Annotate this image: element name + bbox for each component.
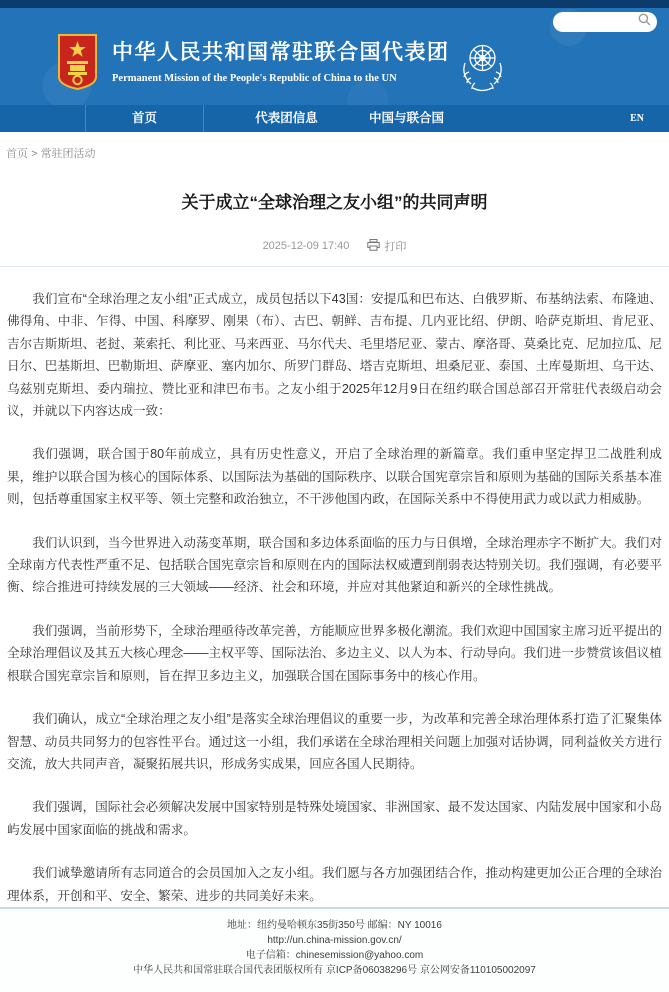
article-paragraph: 我们宣布“全球治理之友小组”正式成立，成员包括以下43国：安提瓜和巴布达、白俄罗斯、布基纳法索、布隆迪、佛得角、中非、乍得、中国、科摩罗、刚果（布）、古巴、朝鲜、吉布提、几内亚比绍、伊朗、哈萨克斯坦、肯尼亚、吉尔吉斯斯坦、老挝、莱索托、利比亚、马来西亚、马尔代夫、毛里塔尼亚、蒙古、摩洛哥、莫桑比克、尼加拉瓜、尼日尔、巴基斯坦、巴勒斯坦、萨摩亚、塞内加尔、所罗门群岛、塔吉克斯坦、坦桑尼亚、泰国、土库曼斯坦、乌干达、乌兹别克斯坦、委内瑞拉、赞比亚和津巴布韦。之友小组于2025年12月9日在纽约联合国总部召开常驻代表级启动会议，并就以下内容达成一致： [7,292,662,419]
site-header [0,8,669,105]
language-switch-en[interactable]: EN [630,113,644,124]
site-title-english: Permanent Mission of the People's Republic of China to the UN [112,73,397,84]
print-button[interactable] [367,238,406,254]
breadcrumb-home[interactable]: 首页 [6,148,28,160]
title-body-divider [0,266,669,267]
footer-copyright: 中华人民共和国常驻联合国代表团版权所有 京ICP备06038296号 京公网安备110105002097 [133,964,536,976]
search-input[interactable] [560,14,638,30]
footer-website-link[interactable]: http://un.china-mission.gov.cn/ [267,934,402,946]
site-footer [0,907,669,992]
search-icon[interactable] [638,13,651,31]
top-strip [0,0,669,8]
header-titles [112,36,450,84]
article-paragraph: 我们认识到，当今世界进入动荡变革期，联合国和多边体系面临的压力与日俱增，全球治理赤字不断扩大。我们对全球南方代表性严重不足、包括联合国宪章宗旨和原则在内的国际法权威遭到削弱表达特别关切。我们强调，有必要平衡、综合推进可持续发展的三大领域——经济、社会和环境，并应对其他紧迫和新兴的全球性挑战。 [7,535,662,595]
article-paragraph: 我们诚挚邀请所有志同道合的会员国加入之友小组。我们愿与各方加强团结合作，推动构建更加公正合理的全球治理体系，开创和平、安全、繁荣、进步的共同美好未来。 [7,866,662,903]
article-paragraph: 我们强调，当前形势下，全球治理亟待改革完善，方能顺应世界多极化潮流。我们欢迎中国国家主席习近平提出的全球治理倡议及其五大核心理念——主权平等、国际法治、多边主义、以人为本、行动导向。我们进一步赞赏该倡议植根联合国宪章宗旨和原则，旨在捍卫多边主义，加强联合国在国际事务中的核心作用。 [7,623,662,683]
article-paragraph: 我们强调，国际社会必须解决发展中国家特别是特殊处境国家、非洲国家、最不发达国家、内陆发展中国家和小岛屿发展中国家面临的挑战和需求。 [7,800,662,837]
nav-spacer [0,105,85,132]
article-paragraph: 我们强调，联合国于80年前成立，具有历史性意义，开启了全球治理的新篇章。我们重申坚定捍卫二战胜利成果，维护以联合国为核心的国际体系、以国际法为基础的国际秩序、以联合国宪章宗旨和原则为基础的国际关系基本准则，包括尊重国家主权平等、领土完整和政治独立，不干涉他国内政，在国际关系中不得使用武力或以武力相威胁。 [7,447,662,507]
united-nations-logo-icon [459,41,506,98]
article-paragraph: 我们确认，成立“全球治理之友小组”是落实全球治理倡议的重要一步，为改革和完善全球治理体系打造了汇聚集体智慧、动员共同努力的包容性平台。通过这一小组，我们承诺在全球治理相关问题上加强对话协调，同利益攸关方进行交流，放大共同声音，凝聚拓展共识，形成务实成果，回应各国人民期待。 [7,712,662,771]
article-meta [0,238,669,254]
main-nav [0,105,669,132]
article-date: 2025-12-09 17:40 [262,240,350,252]
breadcrumb [6,145,669,161]
search-box[interactable] [553,12,657,32]
china-national-emblem-icon [57,33,98,96]
footer-email[interactable]: 电子信箱：chinesemission@yahoo.com [245,949,424,961]
breadcrumb-current: 常驻团活动 [40,148,96,160]
article-title: 关于成立“全球治理之友小组”的共同声明 [181,193,488,212]
footer-address: 地址：纽约曼哈顿东35街350号 邮编：NY 10016 [227,919,442,931]
breadcrumb-separator: > [31,148,38,160]
nav-item-mission-info[interactable]: 代表团信息 [203,105,369,132]
nav-item-china-and-un[interactable]: 中国与联合国 [369,111,445,125]
main-content [0,145,669,907]
nav-item-home[interactable]: 首页 [85,105,203,132]
site-title-chinese: 中华人民共和国常驻联合国代表团 [112,40,450,64]
article-body [0,288,669,907]
print-label: 打印 [384,241,407,253]
printer-icon [367,239,380,254]
